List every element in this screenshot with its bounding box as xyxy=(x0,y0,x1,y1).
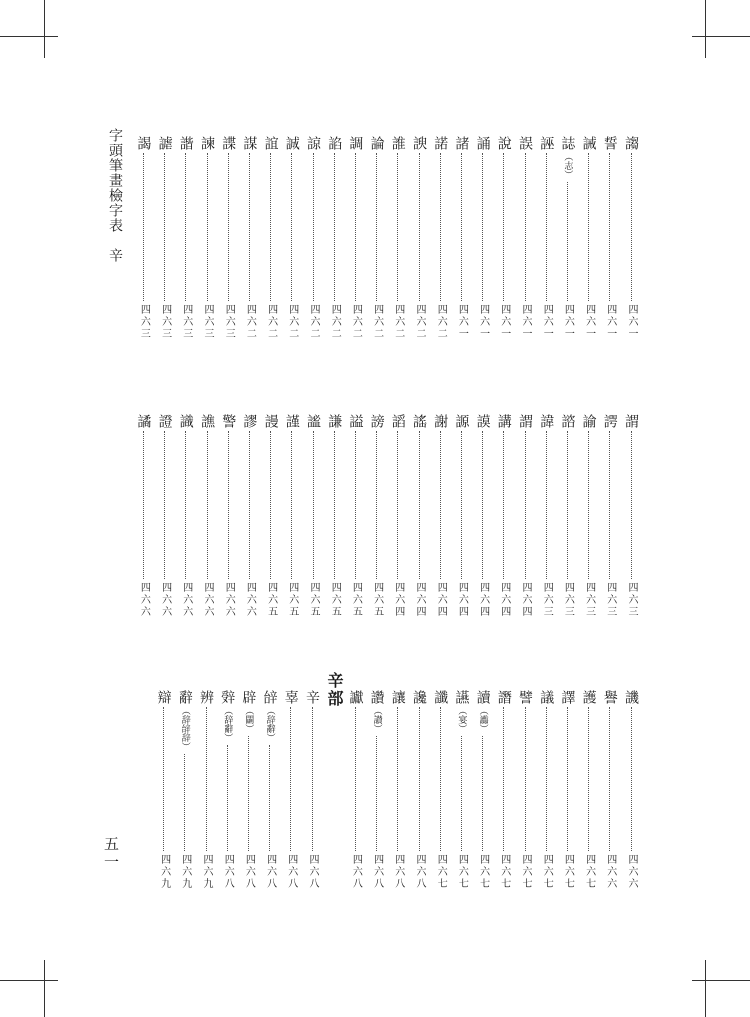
index-entry xyxy=(176,136,196,340)
dot-leader xyxy=(588,153,589,301)
dot-leader xyxy=(546,707,547,851)
index-entry xyxy=(388,136,408,340)
index-entry xyxy=(536,414,556,618)
index-entry xyxy=(324,414,344,618)
dot-leader xyxy=(163,707,164,851)
entry-page-number: 四六七 xyxy=(520,854,531,890)
crop-mark-tr-v xyxy=(705,0,706,58)
entry-character: 謂 xyxy=(623,414,639,428)
entry-page-number: 四六七 xyxy=(498,854,510,890)
entry-character: 讌 xyxy=(453,690,470,704)
dot-leader xyxy=(312,707,313,851)
entry-character: 辨 xyxy=(198,690,214,704)
index-entry xyxy=(557,690,577,890)
entry-page-number: 四六三 xyxy=(159,304,171,340)
index-entry xyxy=(430,136,450,340)
entry-character: 譙 xyxy=(199,414,215,428)
dot-leader xyxy=(207,153,208,301)
index-entry xyxy=(536,690,556,890)
running-head: 字頭筆畫檢字表 辛 xyxy=(107,128,123,263)
dot-leader xyxy=(567,707,568,851)
entry-page-number: 四六八 xyxy=(414,854,425,890)
dot-leader xyxy=(334,431,335,579)
entry-character: 謟 xyxy=(389,414,406,428)
index-entry xyxy=(345,414,365,618)
crop-mark-tl-h xyxy=(0,36,58,37)
index-entry xyxy=(303,136,323,340)
entry-page-number: 四六八 xyxy=(307,854,318,890)
entry-page-number: 四六二 xyxy=(371,304,383,340)
entry-character: 識 xyxy=(177,414,194,428)
entry-character: 辜 xyxy=(282,690,299,704)
index-entry xyxy=(579,136,599,340)
index-entry xyxy=(430,690,450,890)
crop-mark-bl-h xyxy=(0,980,58,981)
index-entry xyxy=(302,690,322,890)
entry-page-number: 四六一 xyxy=(604,304,616,340)
entry-character: 謁 xyxy=(135,136,152,150)
index-entry xyxy=(409,690,429,890)
entry-character: 讞 xyxy=(347,690,364,704)
index-entry xyxy=(218,414,238,618)
entry-character: 謹 xyxy=(283,414,300,428)
entry-page-number: 四六五 xyxy=(286,582,298,618)
entry-character: 誓 xyxy=(601,136,618,150)
dot-leader xyxy=(482,736,483,851)
dot-leader xyxy=(185,431,186,579)
entry-character: 議 xyxy=(538,690,555,704)
index-entry xyxy=(261,414,281,618)
dot-leader xyxy=(461,736,462,851)
index-entry xyxy=(260,690,280,890)
entry-page-number: 四六六 xyxy=(159,582,171,618)
dot-leader xyxy=(503,153,504,301)
dot-leader xyxy=(440,153,441,301)
entry-page-number: 四六二 xyxy=(286,304,298,340)
index-entry xyxy=(494,136,514,340)
entry-page-number: 四六七 xyxy=(456,854,468,890)
entry-character: 辝 xyxy=(261,690,278,704)
dot-leader xyxy=(184,754,185,851)
entry-character: 謔 xyxy=(156,136,173,150)
index-entry xyxy=(515,690,535,890)
dot-leader xyxy=(291,431,292,579)
dot-leader xyxy=(228,431,229,579)
entry-page-number: 四六四 xyxy=(392,582,404,618)
dot-leader xyxy=(355,153,356,301)
crop-mark-bl-v xyxy=(44,960,45,1017)
dot-leader xyxy=(525,153,526,301)
entry-page-number: 四六二 xyxy=(265,304,277,340)
dot-leader xyxy=(482,431,483,579)
dot-leader xyxy=(249,431,250,579)
entry-page-number: 四六七 xyxy=(541,854,553,890)
entry-page-number: 四六一 xyxy=(456,304,468,340)
entry-page-number: 四六三 xyxy=(626,582,637,618)
dot-leader xyxy=(143,153,144,301)
entry-variant-note: （志） xyxy=(562,152,573,179)
index-entry xyxy=(473,690,493,890)
index-entry xyxy=(217,690,237,890)
entry-page-number: 四六一 xyxy=(520,304,531,340)
entry-variant-note: （辞辭） xyxy=(264,706,275,742)
index-entry xyxy=(155,414,175,618)
entry-character: 讚 xyxy=(368,690,385,704)
entry-character: 諾 xyxy=(432,136,449,150)
dot-leader xyxy=(164,431,165,579)
index-entry xyxy=(197,136,217,340)
index-entry xyxy=(494,414,514,618)
entry-character: 謨 xyxy=(474,414,491,428)
index-entry xyxy=(261,136,281,340)
entry-page-number: 四六七 xyxy=(477,854,489,890)
entry-character: 警 xyxy=(220,414,237,428)
index-entry xyxy=(600,414,620,618)
dot-leader xyxy=(546,153,547,301)
index-entry xyxy=(451,136,471,340)
entry-character: 辯 xyxy=(155,690,172,704)
dot-leader xyxy=(461,431,462,579)
entry-character: 謜 xyxy=(453,414,470,428)
index-entry xyxy=(409,414,429,618)
index-entry xyxy=(579,414,599,618)
entry-page-number: 四六九 xyxy=(179,854,191,890)
dot-leader xyxy=(567,431,568,579)
entry-page-number: 四六二 xyxy=(350,304,362,340)
entry-character: 調 xyxy=(347,136,364,150)
entry-page-number: 四六五 xyxy=(308,582,319,618)
entry-character: 謠 xyxy=(411,414,427,428)
entry-variant-note: （宴） xyxy=(456,706,467,733)
entry-page-number: 四六二 xyxy=(435,304,447,340)
dot-leader xyxy=(355,707,356,851)
dot-leader xyxy=(291,153,292,301)
entry-page-number: 四六三 xyxy=(180,304,192,340)
entry-page-number: 四六六 xyxy=(202,582,213,618)
dot-leader xyxy=(503,431,504,579)
entry-character: 辟 xyxy=(240,690,257,704)
index-entry xyxy=(494,690,514,890)
dot-leader xyxy=(270,153,271,301)
dot-leader xyxy=(609,153,610,301)
entry-page-number: 四六一 xyxy=(583,304,595,340)
index-entry xyxy=(621,136,641,340)
dot-leader xyxy=(270,431,271,579)
index-entry xyxy=(515,136,535,340)
entry-character: 誤 xyxy=(517,136,533,150)
entry-character: 諤 xyxy=(601,414,618,428)
entry-character: 謗 xyxy=(368,414,385,428)
entry-page-number: 四六三 xyxy=(541,582,553,618)
entry-page-number: 四六八 xyxy=(222,854,234,890)
entry-page-number: 四六八 xyxy=(243,854,255,890)
dot-leader xyxy=(313,431,314,579)
entry-page-number: 四六三 xyxy=(202,304,213,340)
dot-leader xyxy=(631,707,632,851)
dot-leader xyxy=(631,153,632,301)
dot-leader xyxy=(206,707,207,851)
dot-leader xyxy=(355,431,356,579)
index-entry xyxy=(239,136,259,340)
entry-page-number: 四六五 xyxy=(265,582,277,618)
entry-page-number: 四六八 xyxy=(264,854,276,890)
entry-page-number: 四六三 xyxy=(583,582,595,618)
entry-page-number: 四六二 xyxy=(329,304,341,340)
entry-character: 讀 xyxy=(474,690,491,704)
entry-character: 誣 xyxy=(538,136,555,150)
dot-leader xyxy=(207,431,208,579)
dot-leader xyxy=(164,153,165,301)
dot-leader xyxy=(440,707,441,851)
dot-leader xyxy=(290,707,291,851)
entry-character: 譯 xyxy=(559,690,576,704)
index-entry xyxy=(600,136,620,340)
entry-page-number: 四六一 xyxy=(477,304,489,340)
dot-leader xyxy=(397,707,398,851)
index-entry xyxy=(621,414,641,618)
dot-leader xyxy=(419,153,420,301)
index-entry xyxy=(282,414,302,618)
entry-page-number: 四六四 xyxy=(456,582,468,618)
entry-page-number: 四六七 xyxy=(562,854,574,890)
index-entry xyxy=(176,414,196,618)
index-entry xyxy=(621,690,641,890)
index-entry xyxy=(345,690,365,890)
entry-character: 譎 xyxy=(135,414,152,428)
entry-character: 辭 xyxy=(176,690,193,704)
entry-page-number: 四六一 xyxy=(498,304,510,340)
index-entry xyxy=(388,690,408,890)
dot-leader xyxy=(525,707,526,851)
dot-leader xyxy=(482,153,483,301)
entry-character: 諸 xyxy=(453,136,470,150)
entry-page-number: 四六一 xyxy=(562,304,574,340)
entry-page-number: 四六五 xyxy=(329,582,341,618)
index-entry xyxy=(557,136,577,340)
dot-leader xyxy=(228,153,229,301)
entry-page-number: 四六五 xyxy=(371,582,383,618)
index-entry xyxy=(155,136,175,340)
index-entry xyxy=(133,414,153,618)
entry-page-number: 四六四 xyxy=(520,582,531,618)
dot-leader xyxy=(227,745,228,851)
entry-page-number: 四六六 xyxy=(626,854,637,890)
entry-character: 謂 xyxy=(517,414,533,428)
entry-page-number: 四六二 xyxy=(244,304,256,340)
entry-character: 讓 xyxy=(389,690,406,704)
dot-leader xyxy=(503,707,504,851)
dot-leader xyxy=(397,431,398,579)
entry-page-number: 四六七 xyxy=(435,854,447,890)
dot-leader xyxy=(376,431,377,579)
dot-leader xyxy=(397,153,398,301)
entry-variant-note: （讟） xyxy=(477,706,488,733)
entry-page-number: 四六六 xyxy=(223,582,235,618)
entry-page-number: 四六三 xyxy=(223,304,235,340)
index-entry xyxy=(536,136,556,340)
dot-leader xyxy=(609,431,610,579)
index-entry xyxy=(345,136,365,340)
index-entry xyxy=(473,136,493,340)
dot-leader xyxy=(525,431,526,579)
entry-character: 護 xyxy=(580,690,597,704)
entry-character: 誰 xyxy=(389,136,406,150)
index-entry xyxy=(238,690,258,890)
entry-page-number: 四六一 xyxy=(626,304,637,340)
entry-variant-note: （辞辭） xyxy=(222,706,233,742)
entry-page-number: 四六七 xyxy=(583,854,595,890)
entry-character: 謬 xyxy=(241,414,258,428)
entry-character: 誌 xyxy=(559,136,576,150)
dot-leader xyxy=(185,153,186,301)
entry-character: 誦 xyxy=(474,136,491,150)
entry-page-number: 四六八 xyxy=(285,854,297,890)
entry-page-number: 四六三 xyxy=(562,582,574,618)
dot-leader xyxy=(376,736,377,851)
entry-character: 諮 xyxy=(559,414,576,428)
entry-character: 讖 xyxy=(432,690,449,704)
entry-variant-note: （辞辝辞） xyxy=(179,706,190,751)
index-entry xyxy=(154,690,174,890)
entry-character: 謙 xyxy=(326,414,343,428)
index-entry xyxy=(218,136,238,340)
index-entry xyxy=(451,414,471,618)
index-entry xyxy=(600,690,620,890)
entry-page-number: 四六三 xyxy=(604,582,616,618)
index-entry xyxy=(579,690,599,890)
entry-character: 譏 xyxy=(623,690,639,704)
dot-leader xyxy=(461,153,462,301)
entry-page-number: 四六二 xyxy=(414,304,425,340)
entry-character: 講 xyxy=(495,414,512,428)
entry-page-number: 四六四 xyxy=(477,582,489,618)
entry-character: 辛 xyxy=(304,690,320,704)
entry-page-number: 四六八 xyxy=(350,854,362,890)
entry-character: 謚 xyxy=(347,414,364,428)
index-entry xyxy=(557,414,577,618)
dot-leader xyxy=(546,431,547,579)
index-entry xyxy=(175,690,195,890)
index-entry xyxy=(367,414,387,618)
index-entry xyxy=(515,414,535,618)
entry-character: 譖 xyxy=(495,690,512,704)
entry-character: 誠 xyxy=(283,136,300,150)
crop-mark-br-v xyxy=(705,960,706,1017)
crop-mark-br-h xyxy=(692,980,750,981)
dot-leader xyxy=(567,182,568,301)
entry-page-number: 四六四 xyxy=(498,582,510,618)
index-entry xyxy=(197,414,217,618)
entry-page-number: 四六八 xyxy=(392,854,404,890)
entry-character: 諛 xyxy=(411,136,427,150)
entry-page-number: 四六四 xyxy=(414,582,425,618)
index-entry xyxy=(282,136,302,340)
index-entry xyxy=(367,690,387,890)
entry-variant-note: （讃） xyxy=(371,706,382,733)
dot-leader xyxy=(376,153,377,301)
dot-leader xyxy=(419,707,420,851)
entry-character: 諜 xyxy=(220,136,237,150)
index-entry xyxy=(133,136,153,340)
entry-page-number: 四六六 xyxy=(244,582,256,618)
index-entry xyxy=(281,690,301,890)
entry-character: 譬 xyxy=(517,690,533,704)
dot-leader xyxy=(609,707,610,851)
entry-character: 謀 xyxy=(241,136,258,150)
dot-leader xyxy=(249,153,250,301)
entry-page-number: 四六九 xyxy=(158,854,170,890)
dot-leader xyxy=(143,431,144,579)
dot-leader xyxy=(440,431,441,579)
index-entry xyxy=(388,414,408,618)
section-heading-xin: 辛部 xyxy=(325,672,344,708)
entry-character: 諂 xyxy=(326,136,343,150)
index-entry xyxy=(303,414,323,618)
entry-page-number: 四六五 xyxy=(350,582,362,618)
crop-mark-tr-h xyxy=(692,36,750,37)
entry-page-number: 四六三 xyxy=(138,304,150,340)
index-entry xyxy=(430,414,450,618)
index-entry xyxy=(451,690,471,890)
entry-character: 諭 xyxy=(580,414,597,428)
index-entry xyxy=(409,136,429,340)
entry-character: 諱 xyxy=(538,414,555,428)
dot-leader xyxy=(334,153,335,301)
entry-page-number: 四六一 xyxy=(541,304,553,340)
entry-character: 說 xyxy=(495,136,512,150)
index-entry xyxy=(473,414,493,618)
entry-character: 謝 xyxy=(432,414,449,428)
entry-page-number: 四六二 xyxy=(308,304,319,340)
entry-character: 謾 xyxy=(262,414,279,428)
entry-character: 誡 xyxy=(580,136,597,150)
entry-character: 謐 xyxy=(305,414,321,428)
dot-leader xyxy=(419,431,420,579)
index-entry xyxy=(239,414,259,618)
entry-character: 謅 xyxy=(623,136,639,150)
entry-character: 諫 xyxy=(199,136,215,150)
entry-page-number: 四六六 xyxy=(138,582,150,618)
dot-leader xyxy=(631,431,632,579)
index-entry xyxy=(324,136,344,340)
index-entry xyxy=(196,690,216,890)
dot-leader xyxy=(248,736,249,851)
entry-page-number: 四六八 xyxy=(371,854,383,890)
entry-page-number: 四六四 xyxy=(435,582,447,618)
entry-character: 諒 xyxy=(305,136,321,150)
page-number: 五一 xyxy=(102,836,120,872)
entry-character: 譽 xyxy=(601,690,618,704)
dot-leader xyxy=(269,745,270,851)
dot-leader xyxy=(313,153,314,301)
entry-page-number: 四六二 xyxy=(392,304,404,340)
entry-page-number: 四六六 xyxy=(604,854,616,890)
entry-character: 論 xyxy=(368,136,385,150)
entry-character: 讒 xyxy=(411,690,427,704)
entry-variant-note: （闢） xyxy=(243,706,254,733)
entry-character: 辤 xyxy=(219,690,236,704)
entry-character: 證 xyxy=(156,414,173,428)
entry-page-number: 四六九 xyxy=(201,854,212,890)
entry-page-number: 四六六 xyxy=(180,582,192,618)
crop-mark-tl-v xyxy=(44,0,45,58)
dot-leader xyxy=(588,431,589,579)
dot-leader xyxy=(588,707,589,851)
entry-character: 諧 xyxy=(177,136,194,150)
entry-character: 誼 xyxy=(262,136,279,150)
index-entry xyxy=(367,136,387,340)
